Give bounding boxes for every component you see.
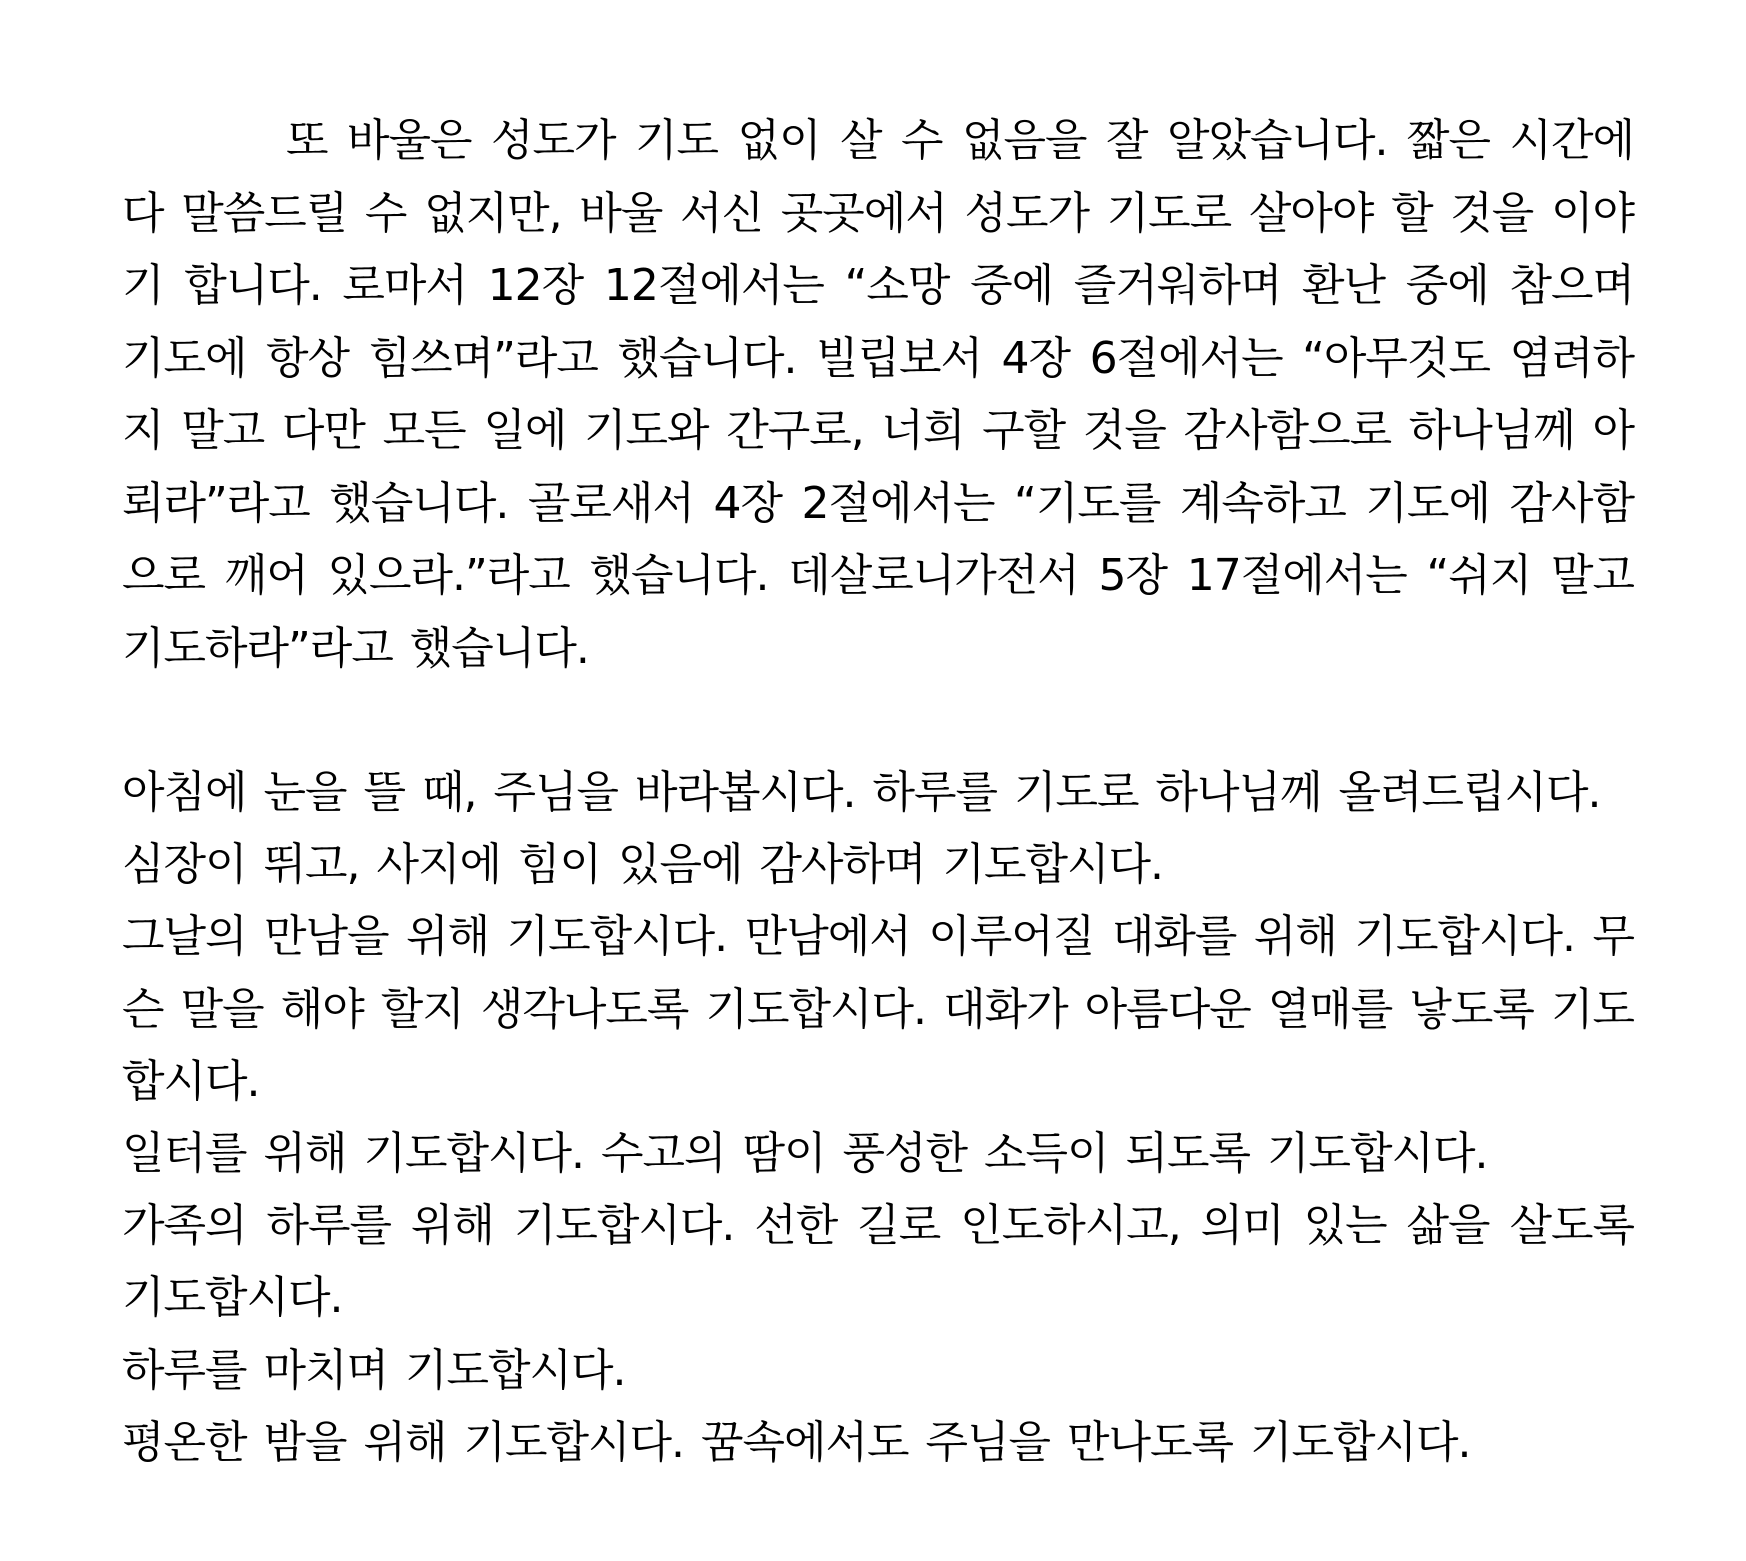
- prayer-line-morning: 아침에 눈을 뜰 때, 주님을 바라봅시다. 하루를 기도로 하나님께 올려드립시다.: [122, 767, 1601, 818]
- document-page: [122, 105, 1634, 1479]
- prayer-line-family: 가족의 하루를 위해 기도합시다. 선한 길로 인도하시고, 의미 있는 삶을 살도록 기도합시다.: [122, 1200, 1634, 1324]
- paragraph-spacer: [122, 685, 1634, 757]
- prayer-line-night: 평온한 밤을 위해 기도합시다. 꿈속에서도 주님을 만나도록 기도합시다.: [122, 1416, 1471, 1468]
- prayer-line-heart: 심장이 뛰고, 사지에 힘이 있음에 감사하며 기도합시다.: [122, 839, 1163, 891]
- prayer-line-meetings: 그날의 만남을 위해 기도합시다. 만남에서 이루어질 대화를 위해 기도합시다. 무슨 말을 해야 할지 생각나도록 기도합시다. 대화가 아름다운 열매를 낳도록 기도합시다.: [122, 911, 1634, 1107]
- prayer-list: [122, 757, 1634, 1479]
- prayer-line-work: 일터를 위해 기도합시다. 수고의 땀이 풍성한 소득이 되도록 기도합시다.: [122, 1128, 1488, 1180]
- scripture-paragraph: 또 바울은 성도가 기도 없이 살 수 없음을 잘 알았습니다. 짧은 시간에 다 말씀드릴 수 없지만, 바울 서신 곳곳에서 성도가 기도로 살아야 할 것을 이야기 합니다. 로마서 12장 12절에서는 “소망 중에 즐거워하며 환난 중에 참으며 기도에 항상 힘쓰며”라고 했습니다. 빌립보서 4장 6절에서는 “아무것도 염려하지 말고 다만 모든 일에 기도와 간구로, 너희 구할 것을 감사함으로 하나님께 아뢰라”라고 했습니다. 골로새서 4장 2절에서는 “기도를 계속하고 기도에 감사함으로 깨어 있으라.”라고 했습니다. 데살로니가전서 5장 17절에서는 “쉬지 말고 기도하라”라고 했습니다.: [122, 115, 1634, 674]
- prayer-line-evening: 하루를 마치며 기도합시다.: [122, 1344, 626, 1396]
